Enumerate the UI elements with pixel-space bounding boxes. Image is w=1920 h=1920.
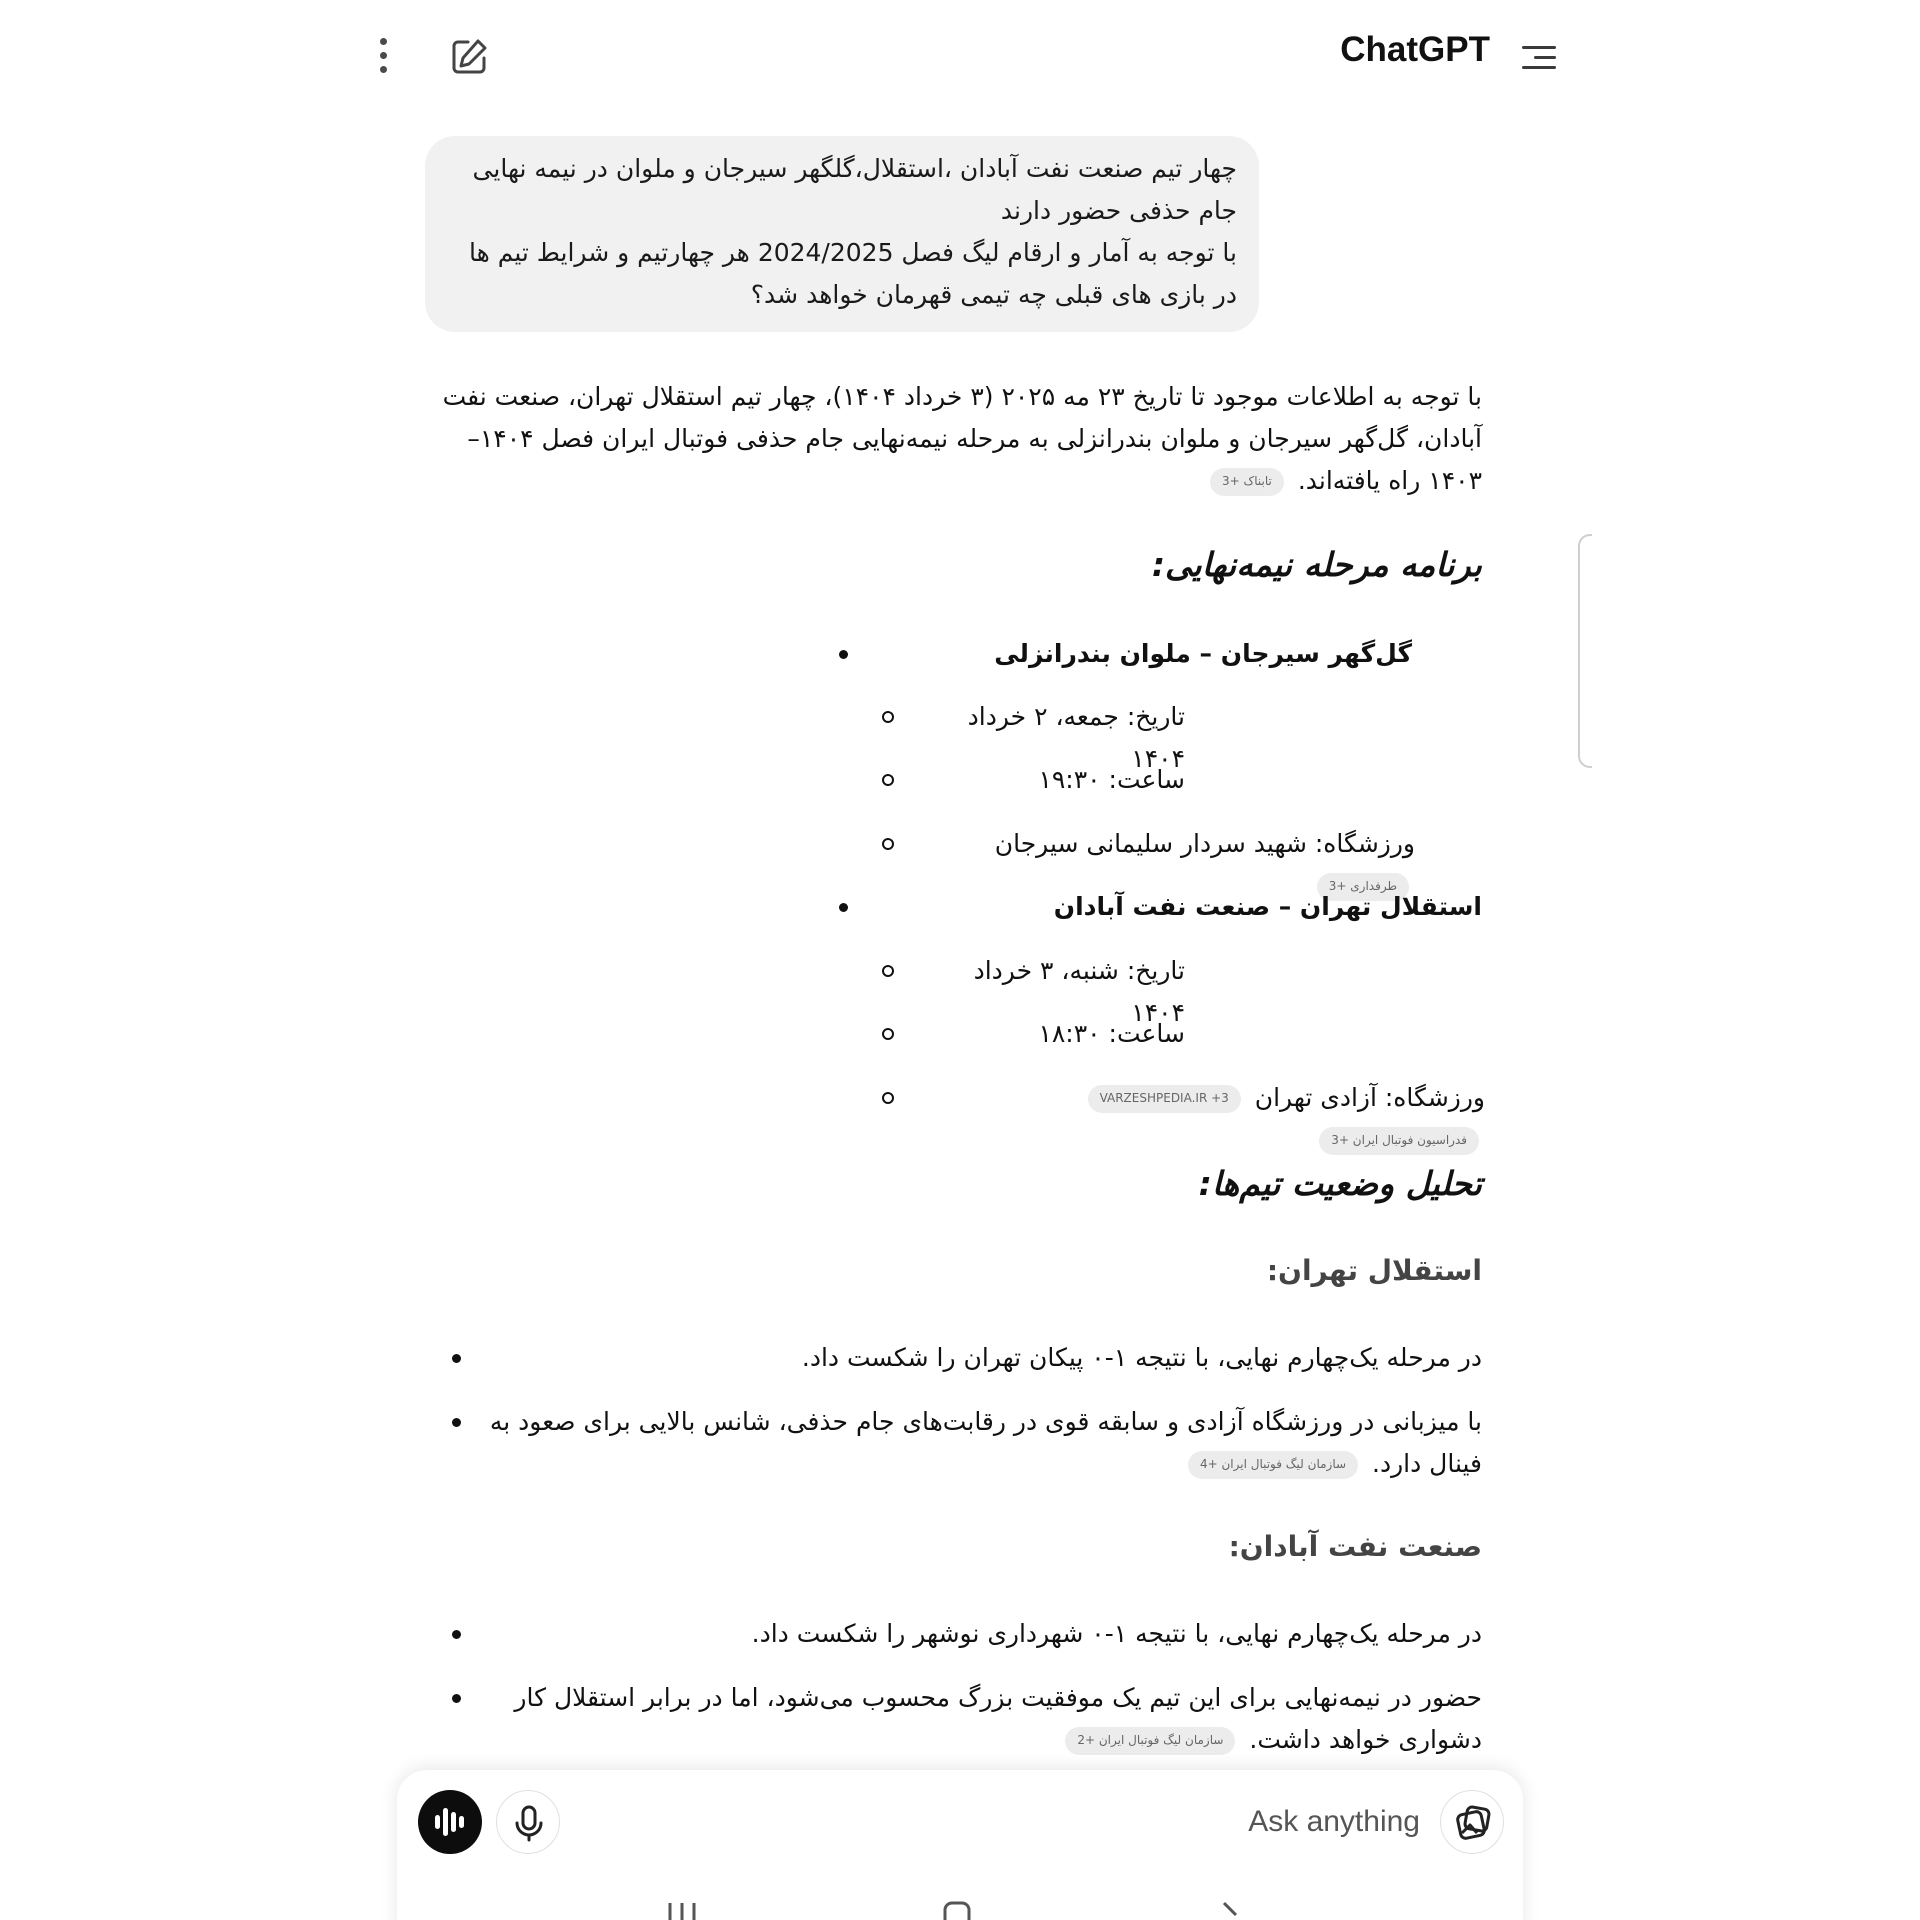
team-point-text: با میزبانی در ورزشگاه آزادی و سابقه قوی در رقابت‌های جام حذفی، شانس بالایی برای صعود به فینال دارد. bbox=[489, 1407, 1482, 1478]
source-chip[interactable]: VARZESHPEDIA.IR +3 bbox=[1088, 1085, 1241, 1113]
new-chat-icon[interactable] bbox=[448, 36, 490, 78]
answer-intro bbox=[440, 376, 1482, 502]
app-title: ChatGPT bbox=[1340, 30, 1490, 69]
user-message-line: جام حذفی حضور دارند bbox=[1000, 196, 1237, 225]
team-point: در مرحله یک‌چهارم نهایی، با نتیجه ۱-۰ شهرداری نوشهر را شکست داد. bbox=[751, 1619, 1482, 1648]
more-vertical-icon[interactable] bbox=[370, 34, 398, 78]
sub-bullet-circle bbox=[882, 774, 894, 786]
match-date: تاریخ: شنبه، ۳ خرداد ۱۴۰۴ bbox=[973, 956, 1185, 1027]
menu-icon[interactable] bbox=[1516, 40, 1556, 74]
user-message-line: با توجه به آمار و ارقام لیگ فصل 2024/2025 هر چهارتیم و شرایط تیم ها bbox=[468, 238, 1237, 267]
team-point bbox=[475, 1401, 1482, 1485]
voice-mode-icon[interactable] bbox=[418, 1790, 482, 1854]
sub-bullet-circle bbox=[882, 711, 894, 723]
analysis-heading: تحلیل وضعیت تیم‌ها: bbox=[1198, 1164, 1482, 1203]
sub-bullet-circle bbox=[882, 1092, 894, 1104]
user-message-line: چهار تیم صنعت نفت آبادان ،استقلال،گلگهر سیرجان و ملوان در نیمه نهایی bbox=[472, 154, 1237, 183]
source-chip[interactable]: تابناک +3 bbox=[1210, 468, 1284, 496]
match-time: ساعت: ۱۸:۳۰ bbox=[1038, 1019, 1185, 1048]
recent-apps-icon bbox=[670, 1903, 694, 1920]
team-point: در مرحله یک‌چهارم نهایی، با نتیجه ۱-۰ پیکان تهران را شکست داد. bbox=[801, 1343, 1482, 1372]
ask-input[interactable] bbox=[1180, 1802, 1420, 1842]
top-bar bbox=[0, 0, 1920, 115]
answer-intro-text: با توجه به اطلاعات موجود تا تاریخ ۲۳ مه ۲۰۲۵ (۳ خرداد ۱۴۰۴)، چهار تیم استقلال تهران، صنعت نفت آبادان، گل‌گهر سیرجان و ملوان بندرانزلی به مرحله نیمه‌نهایی جام حذفی فوتبال ایران فصل ۱۴۰۴–۱۴۰۳ راه یافته‌اند. bbox=[442, 382, 1482, 495]
team-point-text: حضور در نیمه‌نهایی برای این تیم یک موفقیت بزرگ محسوب می‌شود، اما در برابر استقلال کار دشواری خواهد داشت. bbox=[514, 1683, 1482, 1754]
team-point bbox=[475, 1677, 1482, 1761]
back-icon bbox=[1224, 1903, 1236, 1915]
schedule-heading: برنامه مرحله نیمه‌نهایی: bbox=[1151, 545, 1482, 584]
images-icon[interactable] bbox=[1440, 1790, 1504, 1854]
bullet-dot bbox=[452, 1694, 461, 1703]
sub-bullet-circle bbox=[882, 838, 894, 850]
team-heading: صنعت نفت آبادان: bbox=[1228, 1530, 1482, 1563]
match-stadium bbox=[910, 1077, 1485, 1161]
match-stadium-text: ورزشگاه: آزادی تهران bbox=[1254, 1083, 1485, 1112]
bullet-dot bbox=[452, 1354, 461, 1363]
microphone-icon[interactable] bbox=[496, 1790, 560, 1854]
source-chip[interactable]: فدراسیون فوتبال ایران +3 bbox=[1319, 1127, 1479, 1155]
source-chip[interactable]: طرفداری +3 bbox=[1317, 873, 1409, 901]
match-date: تاریخ: جمعه، ۲ خرداد ۱۴۰۴ bbox=[967, 702, 1185, 773]
bullet-dot bbox=[839, 650, 848, 659]
bullet-dot bbox=[452, 1418, 461, 1427]
match-title: گل‌گهر سیرجان – ملوان بندرانزلی bbox=[994, 639, 1412, 668]
bullet-dot bbox=[452, 1630, 461, 1639]
system-nav-bar bbox=[0, 1895, 1920, 1920]
sub-bullet-circle bbox=[882, 965, 894, 977]
match-stadium-text: ورزشگاه: شهید سردار سلیمانی سیرجان bbox=[994, 829, 1415, 858]
user-message-line: در بازی های قبلی چه تیمی قهرمان خواهد شد؟ bbox=[750, 280, 1237, 309]
user-message-bubble bbox=[425, 136, 1259, 332]
home-icon bbox=[945, 1903, 969, 1920]
match-time: ساعت: ۱۹:۳۰ bbox=[1038, 765, 1185, 794]
bullet-dot bbox=[839, 903, 848, 912]
source-chip[interactable]: سازمان لیگ فوتبال ایران +2 bbox=[1065, 1727, 1235, 1755]
sub-bullet-circle bbox=[882, 1028, 894, 1040]
source-chip[interactable]: سازمان لیگ فوتبال ایران +4 bbox=[1188, 1451, 1358, 1479]
match-title: استقلال تهران – صنعت نفت آبادان bbox=[1053, 892, 1482, 921]
side-scroll-handle[interactable] bbox=[1578, 534, 1592, 768]
team-heading: استقلال تهران: bbox=[1266, 1254, 1482, 1287]
